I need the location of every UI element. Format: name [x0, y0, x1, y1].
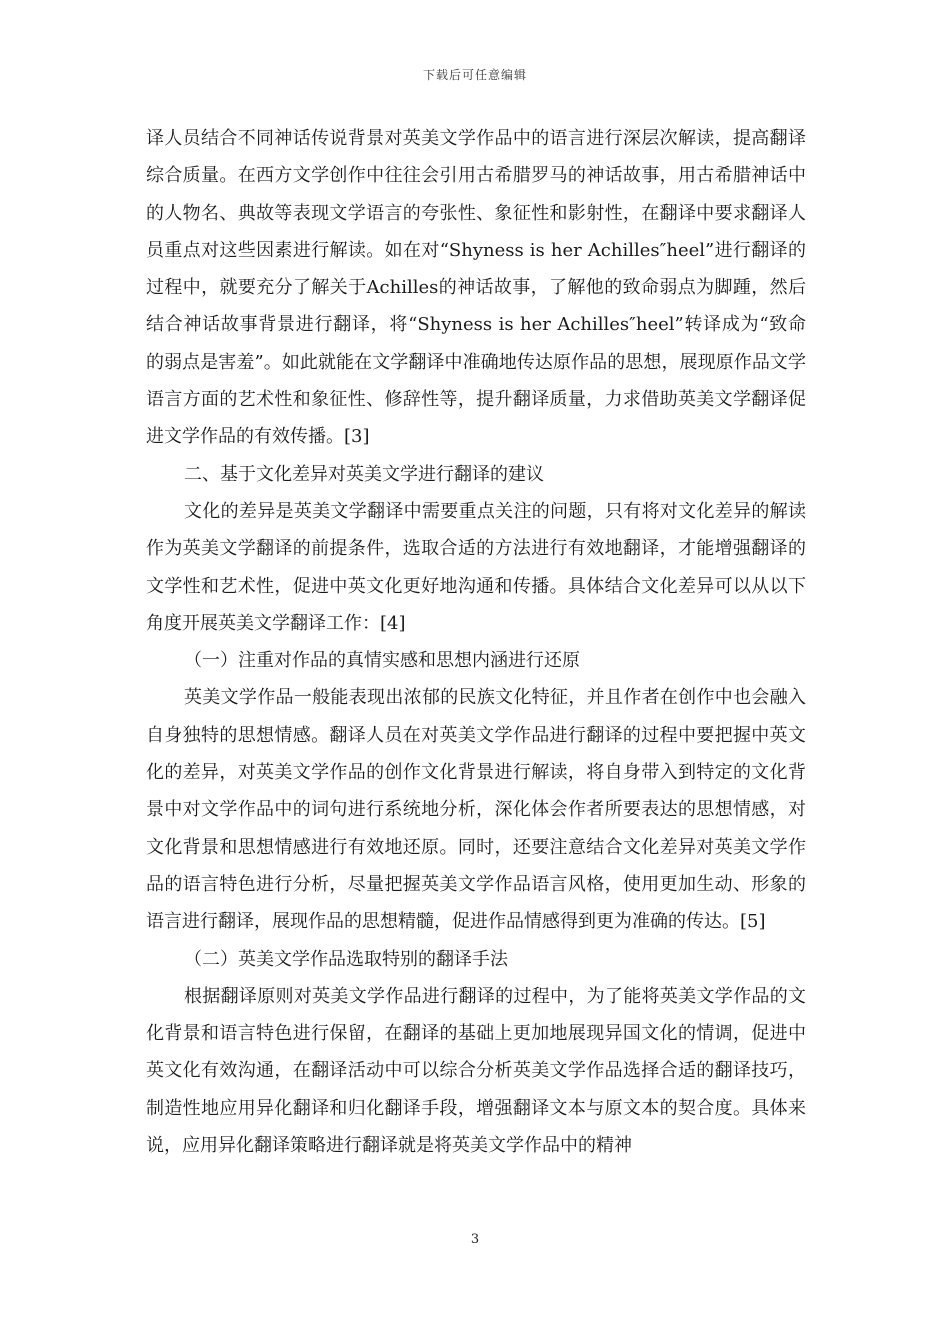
page-number: 3: [470, 1232, 480, 1247]
page-header: 下载后可任意编辑: [422, 68, 527, 82]
body-paragraph: 英美文学作品一般能表现出浓郁的民族文化特征，并且作者在创作中也会融入自身独特的思想情感。翻译人员在对英美文学作品进行翻译的过程中要把握中英文化的差异，对英美文学作品的创作文化背景进行解读，将自身带入到特定的文化背景中对文学作品中的词句进行系统地分析，深化体会作者所要表达的思想情感，对文化背景和思想情感进行有效地还原。同时，还要注意结合文化差异对英美文学作品的语言特色进行分析，尽量把握英美文学作品语言风格，使用更加生动、形象的语言进行翻译，展现作品的思想精髓，促进作品情感得到更为准确的传达。[5]: [146, 687, 806, 933]
subsection-heading: （二）英美文学作品选取特别的翻译手法: [184, 948, 508, 970]
body-paragraph: 文化的差异是英美文学翻译中需要重点关注的问题，只有将对文化差异的解读作为英美文学翻译的前提条件，选取合适的方法进行有效地翻译，才能增强翻译的文学性和艺术性，促进中英文化更好地沟通和传播。具体结合文化差异可以从以下角度开展英美文学翻译工作：[4]: [146, 500, 806, 634]
body-paragraph: 译人员结合不同神话传说背景对英美文学作品中的语言进行深层次解读，提高翻译综合质量。在西方文学创作中往往会引用古希腊罗马的神话故事，用古希腊神话中的人物名、典故等表现文学语言的夸张性、象征性和影射性，在翻译中要求翻译人员重点对这些因素进行解读。如在对“Shyness is her Achilles″heel”进行翻译的过程中，就要充分了解关于Achilles的神话故事，了解他的致命弱点为脚踵，然后结合神话故事背景进行翻译，将“Shyness is her Achilles″heel”转译成为“致命的弱点是害羞”。如此就能在文学翻译中准确地传达原作品的思想，展现原作品文学语言方面的艺术性和象征性、修辞性等，提升翻译质量，力求借助英美文学翻译促进文学作品的有效传播。[3]: [146, 128, 806, 448]
document-body: [146, 120, 806, 1164]
subsection-heading: （一）注重对作品的真情实感和思想内涵进行还原: [184, 650, 580, 672]
section-heading: 二、基于文化差异对英美文学进行翻译的建议: [184, 463, 544, 485]
body-paragraph: 根据翻译原则对英美文学作品进行翻译的过程中，为了能将英美文学作品的文化背景和语言特色进行保留，在翻译的基础上更加地展现异国文化的情调，促进中英文化有效沟通，在翻译活动中可以综合分析英美文学作品选择合适的翻译技巧，制造性地应用异化翻译和归化翻译手段，增强翻译文本与原文本的契合度。具体来说，应用异化翻译策略进行翻译就是将英美文学作品中的精神: [146, 985, 806, 1157]
